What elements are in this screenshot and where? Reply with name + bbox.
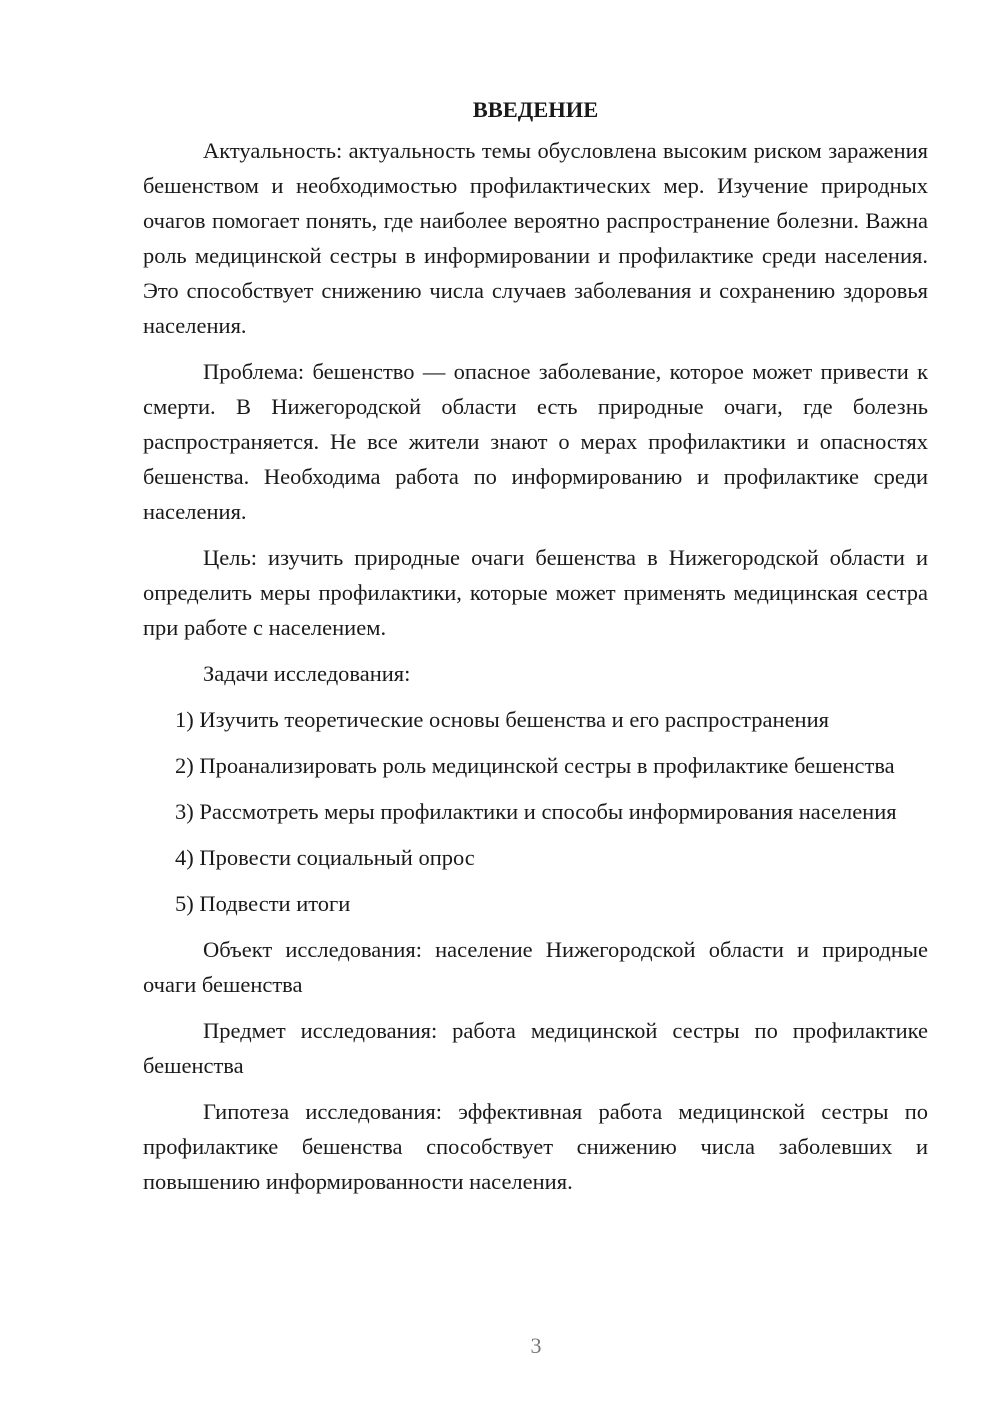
tasks-heading: Задачи исследования: <box>203 661 411 686</box>
list-item: 3) Рассмотреть меры профилактики и способы информирования населения <box>175 799 897 824</box>
document-page <box>143 92 928 1210</box>
list-item: 2) Проанализировать роль медицинской сестры в профилактике бешенства <box>175 753 895 778</box>
list-item: 4) Провести социальный опрос <box>175 845 475 870</box>
hypothesis-paragraph: Гипотеза исследования: эффективная работа медицинской сестры по профилактике бешенства способствует снижению числа заболевших и повышению информированности населения. <box>143 1099 928 1194</box>
goal-paragraph: Цель: изучить природные очаги бешенства в Нижегородской области и определить меры профилактики, которые может применять медицинская сестра при работе с населением. <box>143 545 928 640</box>
tasks-list <box>143 702 928 921</box>
relevance-paragraph: Актуальность: актуальность темы обусловлена высоким риском заражения бешенством и необходимостью профилактических мер. Изучение природных очагов помогает понять, где наиболее вероятно распространение болезни. Важна роль медицинской сестры в информировании и профилактике среди населения. Это способствует снижению числа случаев заболевания и сохранению здоровья населения. <box>143 138 928 338</box>
page-title: ВВЕДЕНИЕ <box>472 97 599 122</box>
object-paragraph: Объект исследования: население Нижегородской области и природные очаги бешенства <box>143 937 928 997</box>
problem-paragraph: Проблема: бешенство — опасное заболевание, которое может привести к смерти. В Нижегородской области есть природные очаги, где болезнь распространяется. Не все жители знают о мерах профилактики и опасностях бешенства. Необходима работа по информированию и профилактике среди населения. <box>143 359 928 524</box>
list-item: 1) Изучить теоретические основы бешенства и его распространения <box>175 707 829 732</box>
page-number: 3 <box>530 1333 542 1358</box>
list-item: 5) Подвести итоги <box>175 891 351 916</box>
subject-paragraph: Предмет исследования: работа медицинской сестры по профилактике бешенства <box>143 1018 928 1078</box>
